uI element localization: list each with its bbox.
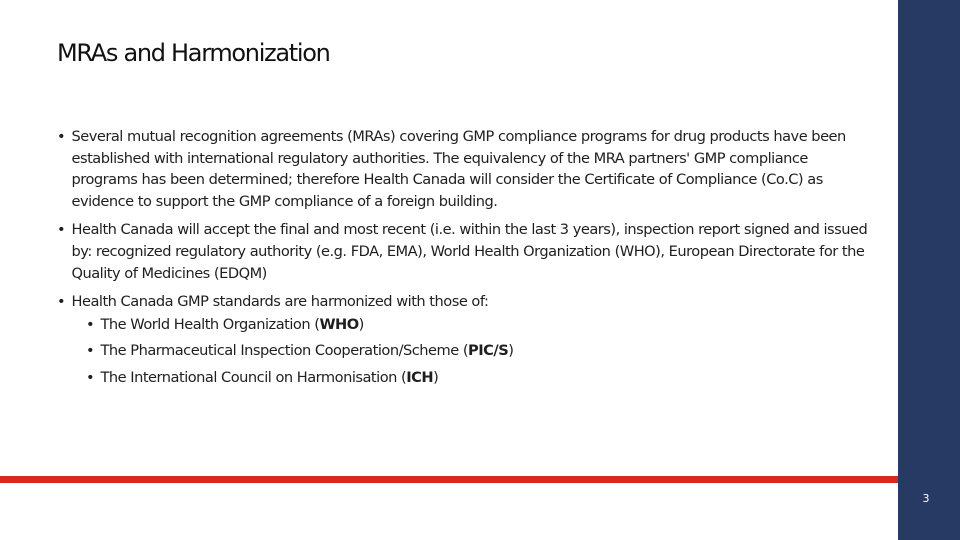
bullet-text: Health Canada will accept the final and most recent (i.e. within the last 3 years), inspection report signed and issued by: recognized regulatory authority (e.g. FDA, EMA), World Health Organization (WHO), European Directorate for the Quality of Medicines (EDQM) xyxy=(71,221,868,282)
sub-bullet-ich xyxy=(86,367,872,389)
bullet-item-mra xyxy=(57,126,872,212)
sub-bullet-pics xyxy=(86,340,872,362)
side-panel xyxy=(898,0,960,540)
accent-divider xyxy=(0,476,960,483)
sub-bullet-text-before: The Pharmaceutical Inspection Cooperation/Scheme ( xyxy=(100,342,469,360)
sub-bullet-text-after: ) xyxy=(358,315,364,333)
bullet-text: Health Canada GMP standards are harmonized with those of: xyxy=(71,293,489,311)
bullet-item-harmonized-standards xyxy=(57,291,872,388)
sub-bullet-text-after: ) xyxy=(508,342,514,360)
bullet-dot-icon: • xyxy=(57,293,66,311)
sub-bullet-text-after: ) xyxy=(433,368,439,386)
bullet-item-inspection-report xyxy=(57,219,872,284)
sub-bullet-text-before: The International Council on Harmonisation ( xyxy=(100,368,407,386)
sub-bullet-who xyxy=(86,314,872,336)
sub-bullet-acronym: ICH xyxy=(406,368,434,386)
page-number: 3 xyxy=(922,492,930,505)
bullet-list xyxy=(57,126,872,393)
bullet-text: Several mutual recognition agreements (MRAs) covering GMP compliance programs for drug products have been established with international regulatory authorities. The equivalency of the MRA partners' GMP compliance programs has been determined; therefore Health Canada will consider the Certificate of Compliance (Co.C) as evidence to support the GMP compliance of a foreign building. xyxy=(71,128,846,210)
sub-bullet-text-before: The World Health Organization ( xyxy=(100,315,320,333)
bullet-dot-icon: • xyxy=(57,128,66,145)
sub-bullet-acronym: PIC/S xyxy=(468,342,509,360)
bullet-dot-icon: • xyxy=(86,342,95,360)
bullet-dot-icon: • xyxy=(57,221,66,239)
slide-title: MRAs and Harmonization xyxy=(57,39,330,67)
bullet-dot-icon: • xyxy=(86,368,95,386)
bullet-dot-icon: • xyxy=(86,315,95,333)
sub-bullet-list xyxy=(72,314,873,389)
sub-bullet-acronym: WHO xyxy=(319,315,359,333)
